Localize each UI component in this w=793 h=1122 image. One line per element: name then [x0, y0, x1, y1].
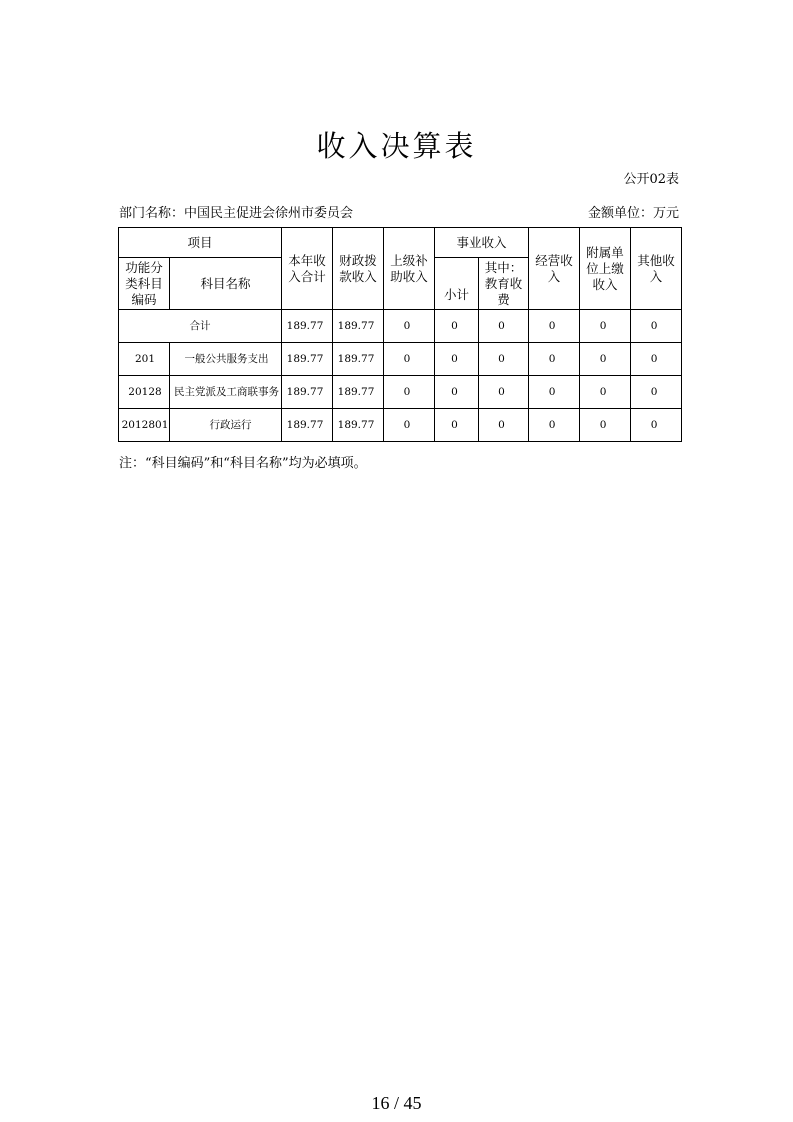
- income-table: [118, 227, 682, 442]
- table-row: [119, 343, 682, 376]
- cell-operating: 0: [529, 343, 580, 376]
- row-name: 民主党派及工商联事务: [170, 376, 282, 409]
- cell-subtotal: 0: [435, 343, 479, 376]
- cell-total: 189.77: [282, 310, 333, 343]
- cell-total: 189.77: [282, 376, 333, 409]
- cell-superior: 0: [384, 343, 435, 376]
- cell-edu: 0: [479, 310, 529, 343]
- cell-other: 0: [631, 409, 682, 442]
- department-name: 部门名称：中国民主促进会徐州市委员会: [119, 206, 354, 221]
- cell-subtotal: 0: [435, 310, 479, 343]
- page-title: 收入决算表: [316, 129, 477, 163]
- header-item: 项目: [119, 228, 282, 258]
- form-number: 公开02表: [623, 172, 679, 187]
- header-fiscal: 财政拨款收入: [333, 228, 384, 310]
- cell-superior: 0: [384, 409, 435, 442]
- cell-fiscal: 189.77: [333, 310, 384, 343]
- cell-operating: 0: [529, 409, 580, 442]
- cell-total: 189.77: [282, 409, 333, 442]
- cell-affiliated: 0: [580, 310, 631, 343]
- cell-edu: 0: [479, 343, 529, 376]
- table-row: [119, 376, 682, 409]
- header-superior: 上级补助收入: [384, 228, 435, 310]
- cell-operating: 0: [529, 310, 580, 343]
- table-row: [119, 409, 682, 442]
- footnote: 注：“科目编码”和“科目名称”均为必填项。: [119, 456, 367, 471]
- header-edu: 其中：教育收费: [479, 258, 529, 310]
- header-other: 其他收入: [631, 228, 682, 310]
- cell-superior: 0: [384, 310, 435, 343]
- cell-edu: 0: [479, 409, 529, 442]
- row-name: 一般公共服务支出: [170, 343, 282, 376]
- cell-total: 189.77: [282, 343, 333, 376]
- table-row: [119, 310, 682, 343]
- cell-fiscal: 189.77: [333, 343, 384, 376]
- cell-affiliated: 0: [580, 409, 631, 442]
- header-subtotal: 小计: [435, 258, 479, 310]
- cell-fiscal: 189.77: [333, 376, 384, 409]
- header-affiliated: 附属单位上缴收入: [580, 228, 631, 310]
- row-code: 20128: [119, 376, 170, 409]
- row-name: 行政运行: [170, 409, 282, 442]
- header-operating: 经营收入: [529, 228, 580, 310]
- cell-operating: 0: [529, 376, 580, 409]
- header-func-code: 功能分类科目编码: [119, 258, 170, 310]
- cell-subtotal: 0: [435, 409, 479, 442]
- amount-unit: 金额单位：万元: [587, 206, 679, 221]
- row-code: 201: [119, 343, 170, 376]
- cell-superior: 0: [384, 376, 435, 409]
- row-name: 合计: [119, 310, 282, 343]
- cell-other: 0: [631, 376, 682, 409]
- cell-fiscal: 189.77: [333, 409, 384, 442]
- cell-subtotal: 0: [435, 376, 479, 409]
- cell-affiliated: 0: [580, 376, 631, 409]
- page-number: 16 / 45: [371, 1093, 422, 1113]
- cell-other: 0: [631, 343, 682, 376]
- cell-affiliated: 0: [580, 343, 631, 376]
- header-subject-name: 科目名称: [170, 258, 282, 310]
- header-total: 本年收入合计: [282, 228, 333, 310]
- header-business: 事业收入: [435, 228, 529, 258]
- row-code: 2012801: [119, 409, 170, 442]
- cell-other: 0: [631, 310, 682, 343]
- cell-edu: 0: [479, 376, 529, 409]
